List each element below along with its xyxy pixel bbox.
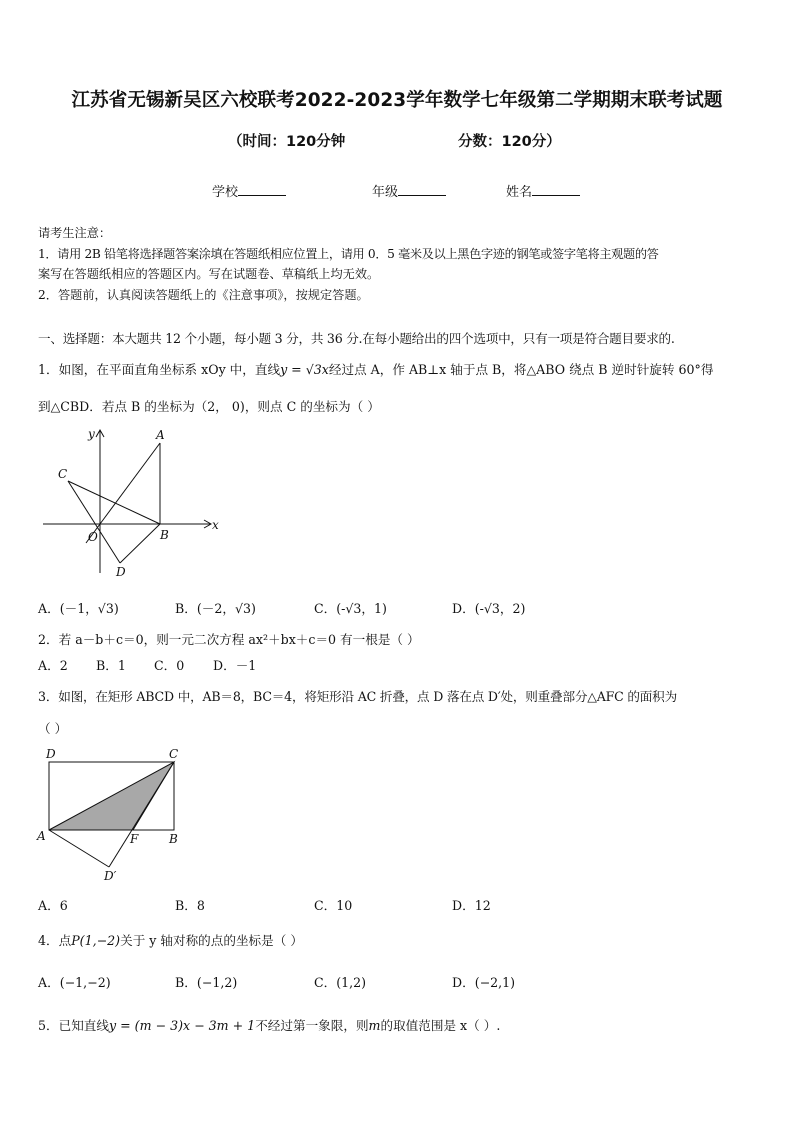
q5-var: m [368,1018,381,1033]
q5-formula: y = (m − 3)x − 3m + 1 [108,1018,256,1033]
q2-stem: 2．若 a－b＋c＝0，则一元二次方程 ax²＋bx＋c＝0 有一根是（ ） [38,632,420,647]
section-heading: 一、选择题：本大题共 12 个小题，每小题 3 分，共 36 分.在每小题给出的四个选项中，只有一项是符合题目要求的. [38,331,675,346]
label-C: C [169,747,179,761]
exam-time: （时间：120分钟 [228,134,346,150]
q3-option-c[interactable]: C．10 [314,898,353,913]
school-field[interactable] [212,181,286,200]
notice-line-2: 2．答题前，认真阅读答题纸上的《注意事项》，按规定答题。 [38,288,369,302]
page-title: 江苏省无锡新吴区六校联考2022-2023学年数学七年级第二学期期末联考试题 [71,90,723,111]
grade-label: 年级 [372,185,399,200]
q3-stem-line-2: （ ） [38,721,68,736]
label-C: C [58,467,68,481]
q3-option-d[interactable]: D．12 [452,898,491,913]
q4-option-d[interactable]: D．(−2,1) [452,975,516,990]
q4-option-a[interactable]: A．(−1,−2) [38,975,111,990]
name-label: 姓名 [506,185,533,200]
q4-stem-post: 关于 y 轴对称的点的坐标是（ ） [120,933,303,948]
q3-option-b[interactable]: B．8 [175,898,205,913]
q1-stem-post: 经过点 A，作 AB⊥x 轴于点 B，将△ABO 绕点 B 逆时针旋转 60°得 [328,362,714,377]
q1-option-b[interactable]: B．(－2，√3) [175,601,256,616]
q1-stem-line-1 [38,359,713,378]
q5-stem-post: 的取值范围是 x（ ）. [380,1018,501,1033]
q2-option-c[interactable]: C．0 [154,658,185,673]
school-blank[interactable] [238,183,286,196]
q1-figure [38,425,223,585]
notice-line-1b: 案写在答题纸相应的答题区内。写在试题卷、草稿纸上均无效。 [38,267,380,281]
label-B: B [169,832,178,846]
q4-point: P(1,−2) [71,933,121,948]
label-D: D [46,747,56,761]
q2-option-b[interactable]: B．1 [96,658,126,673]
line-OA [100,443,160,524]
q4-stem [38,930,303,949]
q5-stem-pre: 5．已知直线 [38,1018,109,1033]
segment-AD-prime [49,830,109,867]
label-A: A [156,428,165,442]
q1-option-c[interactable]: C．(-√3，1) [314,601,387,616]
name-field[interactable] [506,181,580,200]
q1-stem-pre: 1．如图，在平面直角坐标系 xOy 中，直线 [38,362,281,377]
q4-option-c[interactable]: C．(1,2) [314,975,367,990]
q4-stem-pre: 4．点 [38,933,72,948]
q3-figure [34,742,204,887]
label-y: y [88,427,95,441]
label-D: D [116,565,126,579]
label-F: F [130,832,139,846]
q1-option-a[interactable]: A．(－1，√3) [38,601,119,616]
q4-option-b[interactable]: B．(−1,2) [175,975,238,990]
notice-heading: 请考生注意： [38,226,112,240]
q3-option-a[interactable]: A．6 [38,898,68,913]
q1-formula: y = √3x [280,362,329,377]
q1-stem-line-2: 到△CBD．若点 B 的坐标为（2， 0)，则点 C 的坐标为（ ） [38,399,380,414]
name-blank[interactable] [532,183,580,196]
q2-option-d[interactable]: D．－1 [213,658,257,673]
q1-option-d[interactable]: D．(-√3，2) [452,601,526,616]
q3-stem-line-1: 3．如图，在矩形 ABCD 中，AB＝8，BC＝4，将矩形沿 AC 折叠，点 D 落在点 D′处，则重叠部分△AFC 的面积为 [38,689,677,704]
q5-stem [38,1015,500,1034]
segment-DB [120,524,160,563]
grade-field[interactable] [372,181,446,200]
label-A: A [37,829,46,843]
label-D-prime: D′ [104,869,117,883]
label-x: x [212,518,219,532]
school-label: 学校 [212,185,239,200]
grade-blank[interactable] [398,183,446,196]
q5-stem-mid: 不经过第一象限，则 [255,1018,369,1033]
exam-score: 分数：120分） [458,134,561,150]
notice-line-1a: 1．请用 2B 铅笔将选择题答案涂填在答题纸相应位置上，请用 0．5 毫米及以上黑色字迹的钢笔或签字笔将主观题的答 [38,247,659,261]
label-B: B [160,528,169,542]
label-O: O [88,530,98,544]
triangle-AFC-shaded [49,762,174,830]
q2-option-a[interactable]: A．2 [38,658,68,673]
